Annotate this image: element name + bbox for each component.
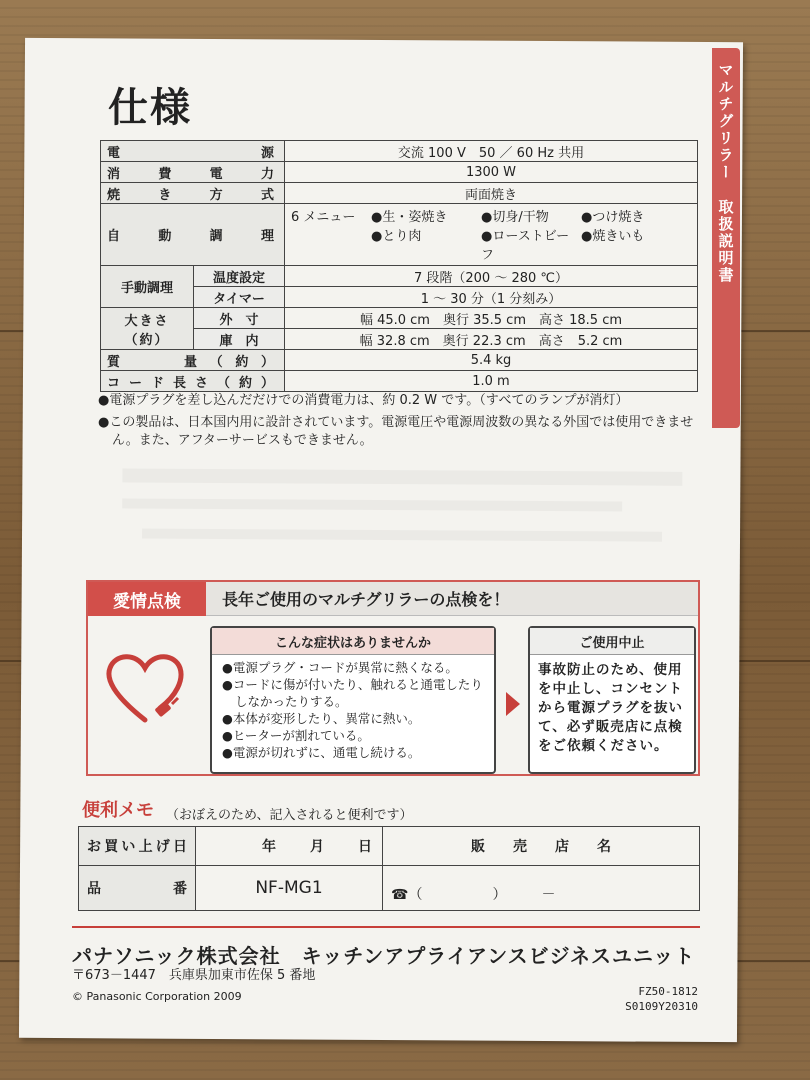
memo-subtitle: （おぼえのため、記入されると便利です） [166,808,413,823]
auto-menu-item: ●生・姿焼き [371,210,448,225]
mass-value: 5.4 kg [285,350,698,371]
stop-use-title: ご使用中止 [530,628,694,655]
grill-method-label: 焼 き 方 式 [101,183,285,204]
safety-check-heading: 長年ご使用のマルチグリラーの点検を！ [206,582,698,616]
auto-menu-item: ●とり肉 [371,229,422,244]
memo-title: 便利メモ [82,800,154,821]
purchase-date-field: 年 月 日 [196,827,383,866]
stop-use-box [528,626,696,774]
company-name: パナソニック株式会社 キッチンアプライアンスビジネスユニット [72,944,696,968]
cord-value: 1.0 m [285,371,698,392]
note-domestic-use: ●この製品は、日本国内用に設計されています。電源電圧や電源周波数の異なる外国では使用できません。また、アフターサービスもできません。 [98,415,694,448]
side-tab [712,48,740,428]
symptoms-title: こんな症状はありませんか [212,628,494,655]
safety-check-badge: 愛情点検 [88,582,206,616]
spec-row-size-outer [101,308,698,329]
document-code: FZ50-1812 [638,985,698,998]
copyright: © Panasonic Corporation 2009 [72,990,242,1003]
note-standby-power: ●電源プラグを差し込んだだけでの消費電力は、約 0.2 W です。（すべてのランプが消灯） [98,393,629,408]
symptom-item: ●電源が切れずに、通電し続ける。 [222,745,421,760]
spec-notes [98,392,698,454]
temp-setting-value: 7 段階（200 〜 280 ℃） [285,266,698,287]
store-phone-field: ☎（ ） － [383,866,700,911]
spec-row-auto-cooking [101,204,698,266]
document-codes [625,984,698,1014]
manual-cooking-label: 手動調理 [101,266,194,308]
power-source-value: 交流 100 V 50 ／ 60 Hz 共用 [285,141,698,162]
spec-row-cord [101,371,698,392]
size-label: 大きさ（約） [101,308,194,350]
store-name-label: 販 売 店 名 [383,827,700,866]
spec-row-power-consumption [101,162,698,183]
spec-table [100,140,698,392]
safety-check-panel [86,580,700,776]
spec-row-manual-temp [101,266,698,287]
symptom-item: ●コードに傷が付いたり、触れると通電したりしなかったりする。 [222,677,483,709]
power-consumption-label: 消 費 電 力 [101,162,285,183]
memo-table [78,826,700,911]
symptom-item: ●電源プラグ・コードが異常に熱くなる。 [222,660,458,675]
auto-cooking-value [285,204,698,266]
auto-menu-item: ●つけ焼き [581,210,645,225]
timer-value: 1 〜 30 分（1 分刻み） [285,287,698,308]
mass-label: 質 量（約） [101,350,285,371]
power-source-label: 電 源 [101,141,285,162]
symptoms-list [212,659,494,761]
model-number-value: NF-MG1 [196,866,383,911]
outer-size-label: 外 寸 [194,308,285,329]
grill-method-value: 両面焼き [285,183,698,204]
power-consumption-value: 1300 W [285,162,698,183]
auto-menu-item: ●切身/干物 [481,210,549,225]
company-address: 〒673－1447 兵庫県加東市佐保 5 番地 [72,968,316,983]
document-code: S0109Y20310 [625,1000,698,1013]
heart-plug-icon [102,648,188,728]
temp-setting-label: 温度設定 [194,266,285,287]
symptom-item: ●ヒーターが割れている。 [222,728,370,743]
outer-size-value: 幅 45.0 cm 奥行 35.5 cm 高さ 18.5 cm [285,308,698,329]
cord-label: コード長さ（約） [101,371,285,392]
symptoms-box [210,626,496,774]
footer-divider [72,926,700,928]
timer-label: タイマー [194,287,285,308]
inner-size-value: 幅 32.8 cm 奥行 22.3 cm 高さ 5.2 cm [285,329,698,350]
purchase-date-label: お買い上げ日 [79,827,196,866]
auto-menu-item: ●焼きいも [581,229,645,244]
auto-menu-count: 6 メニュー [291,210,356,225]
inner-size-label: 庫 内 [194,329,285,350]
spec-row-grill-method [101,183,698,204]
symptom-item: ●本体が変形したり、異常に熱い。 [222,711,421,726]
side-tab-product: マルチグリラー [716,62,735,181]
spec-row-power-source [101,141,698,162]
side-tab-manual: 取扱説明書 [716,199,735,284]
page-title: 仕様 [108,85,192,131]
model-number-label: 品 番 [79,866,196,911]
auto-cooking-label: 自 動 調 理 [101,204,285,266]
auto-menu-item: ●ローストビーフ [481,229,570,263]
spec-row-mass [101,350,698,371]
stop-use-text: 事故防止のため、使用を中止し、コンセントから電源プラグを抜いて、必ず販売店に点検をご依頼ください。 [538,662,683,754]
arrow-right-icon [506,692,520,716]
